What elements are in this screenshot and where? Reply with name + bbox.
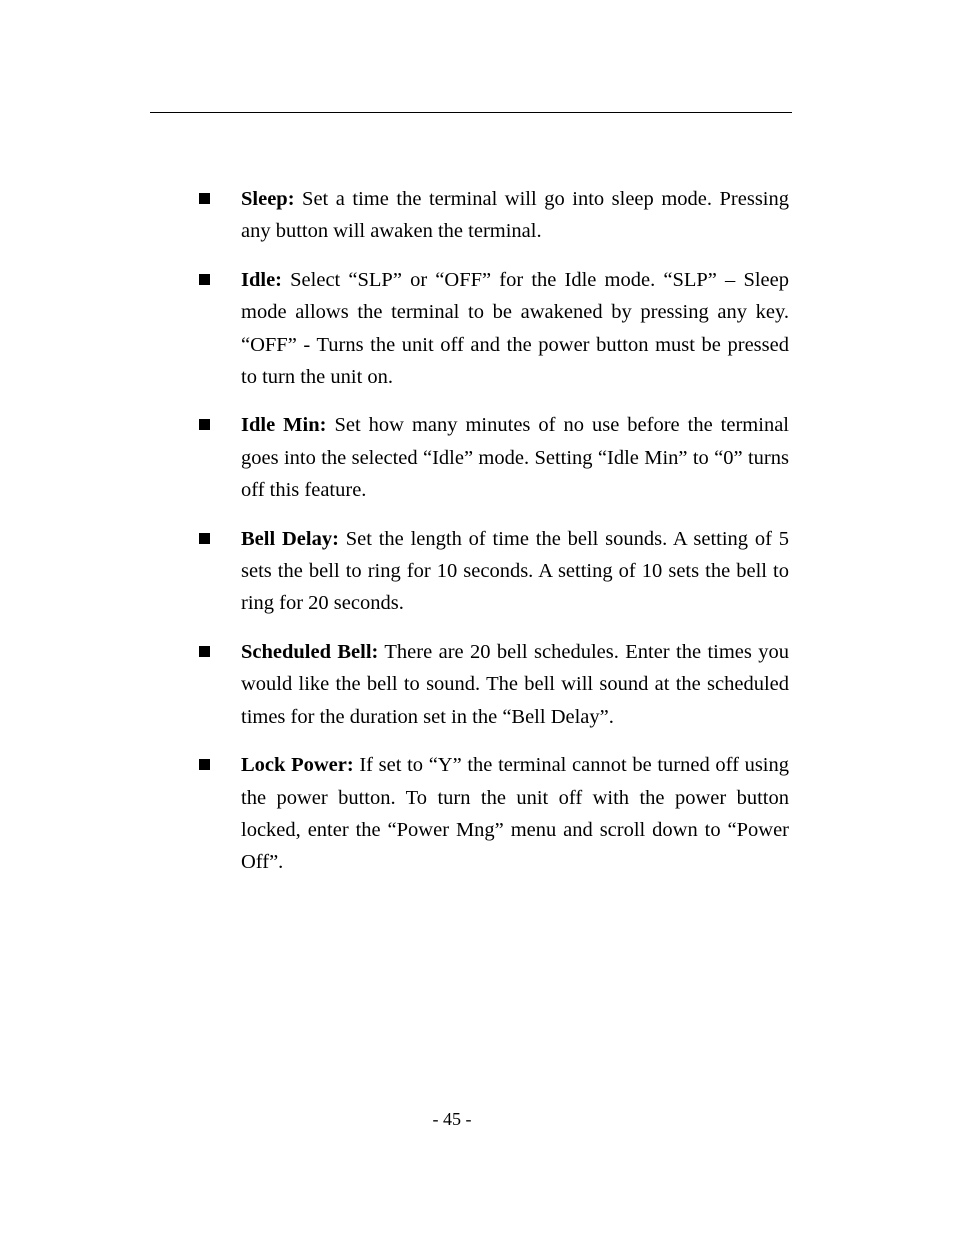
- item-description: Set a time the terminal will go into sleep mode. Pressing any button will awaken the terminal.: [241, 188, 789, 243]
- item-term: Idle:: [241, 268, 282, 291]
- item-term: Lock Power:: [241, 754, 354, 777]
- item-term: Idle Min:: [241, 414, 327, 437]
- item-term: Bell Delay:: [241, 527, 339, 550]
- square-bullet-icon: [199, 193, 210, 204]
- list-item-scheduled-bell: [195, 636, 789, 733]
- header-rule: [150, 112, 792, 113]
- item-description: Set how many minutes of no use before the terminal goes into the selected “Idle” mode. Setting “Idle Min” to “0” turns off this feature.: [241, 414, 789, 502]
- settings-list: [195, 183, 789, 895]
- list-item-idle: [195, 264, 789, 394]
- square-bullet-icon: [199, 274, 210, 285]
- list-item-bell-delay: [195, 523, 789, 620]
- list-item-lock-power: [195, 749, 789, 879]
- item-term: Scheduled Bell:: [241, 640, 379, 663]
- item-description: There are 20 bell schedules. Enter the times you would like the bell to sound. The bell will sound at the scheduled times for the duration set in the “Bell Delay”.: [241, 640, 789, 728]
- list-item-idle-min: [195, 409, 789, 506]
- item-term: Sleep:: [241, 188, 295, 210]
- list-item-sleep: [195, 183, 789, 248]
- item-description: If set to “Y” the terminal cannot be turned off using the power button. To turn the unit off with the power button locked, enter the “Power Mng” menu and scroll down to “Power Off”.: [241, 754, 789, 874]
- page-number: - 45 -: [432, 1109, 472, 1129]
- square-bullet-icon: [199, 533, 210, 544]
- square-bullet-icon: [199, 759, 210, 770]
- square-bullet-icon: [199, 646, 210, 657]
- square-bullet-icon: [199, 419, 210, 430]
- item-description: Set the length of time the bell sounds. A setting of 5 sets the bell to ring for 10 seconds. A setting of 10 sets the bell to ring for 20 seconds.: [241, 527, 790, 615]
- item-description: Select “SLP” or “OFF” for the Idle mode. “SLP” – Sleep mode allows the terminal to be awakened by pressing any key. “OFF” - Turns the unit off and the power button must be pressed to turn the unit on.: [241, 268, 789, 389]
